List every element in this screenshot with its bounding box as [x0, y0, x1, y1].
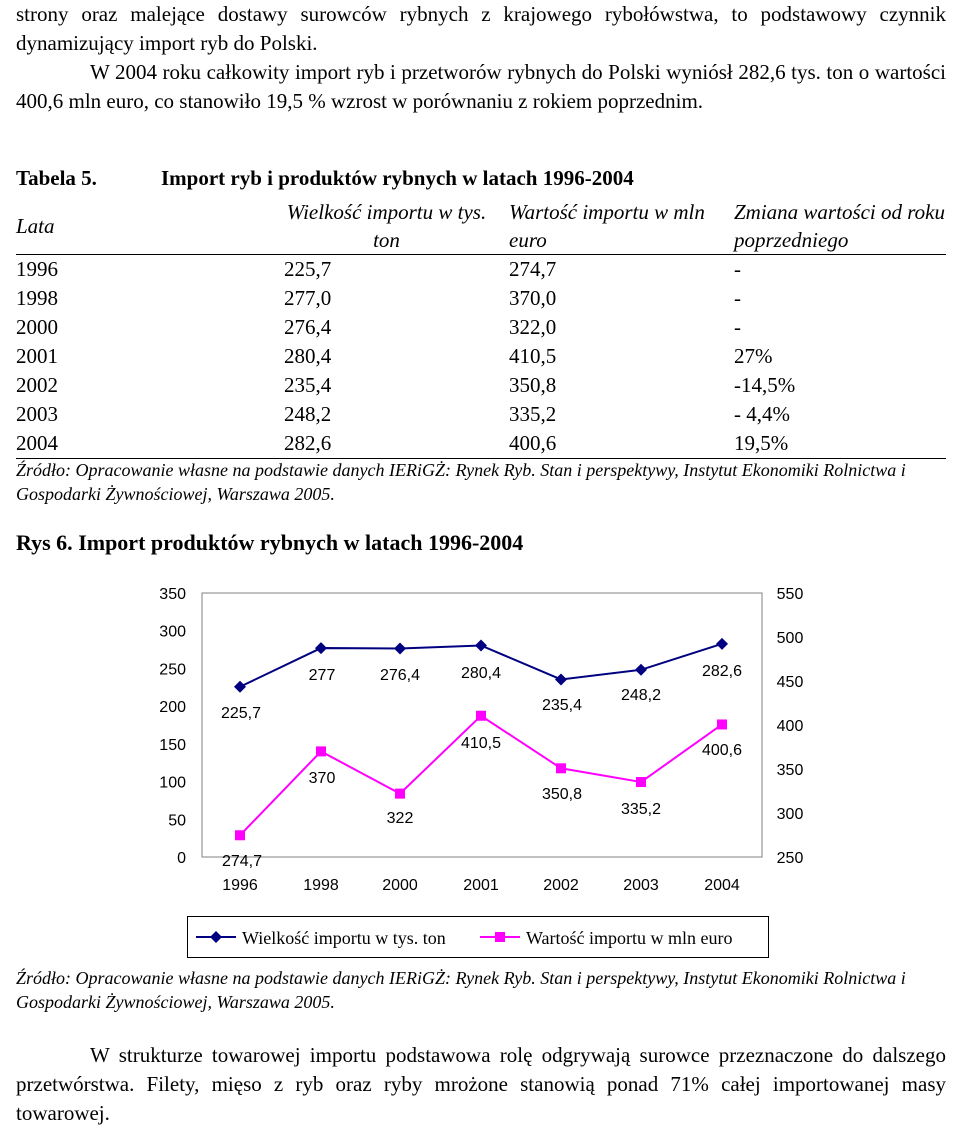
y-right-tick-label: 300 — [776, 806, 804, 823]
table-row — [16, 371, 946, 400]
y-left-tick-label: 250 — [159, 661, 186, 679]
header-volume: Wielkość importu w tys. ton — [286, 200, 487, 252]
data-label-volume: 248,2 — [620, 687, 662, 704]
cell-year: 2002 — [16, 373, 58, 397]
data-point-volume — [475, 639, 487, 651]
cell-change: 27% — [734, 344, 773, 368]
table-title — [16, 166, 634, 191]
table-row — [16, 429, 946, 459]
x-tick-label: 2002 — [543, 877, 579, 894]
data-label-value: 370 — [308, 770, 336, 787]
data-point-volume — [394, 643, 406, 655]
y-right-tick-label: 550 — [776, 586, 804, 603]
y-left-tick-label: 350 — [159, 586, 186, 603]
figure-source-title: Rynek Ryb. Stan i perspektywy, Instytut Ekonomiki Rolnictwa i Gospodarki Żywnościowej, Warszawa 2005. — [16, 968, 906, 1012]
figure-source-prefix: Źródło: Opracowanie własne na podstawie danych IERiGŻ: — [16, 968, 456, 988]
x-tick-label: 2003 — [623, 877, 659, 894]
cell-value: 370,0 — [509, 286, 557, 310]
y-left-tick-label: 100 — [159, 774, 186, 792]
figure-label: Rys 6. — [16, 530, 73, 555]
data-label-value: 274,7 — [221, 853, 263, 870]
cell-value: 322,0 — [509, 315, 557, 339]
x-tick-label: 2001 — [463, 877, 499, 894]
cell-year: 2001 — [16, 344, 58, 368]
cell-change: - — [734, 286, 741, 310]
legend-label-value: Wartość importu w mln euro — [526, 928, 733, 948]
data-point-value — [395, 789, 405, 799]
cell-volume: 277,0 — [284, 286, 332, 310]
y-left-tick-label: 300 — [159, 623, 186, 641]
cell-volume: 280,4 — [284, 344, 332, 368]
y-right-tick-label: 350 — [776, 762, 804, 779]
data-point-volume — [234, 681, 246, 693]
data-point-value — [316, 746, 326, 756]
cell-year: 2000 — [16, 315, 58, 339]
data-label-value: 322 — [386, 810, 414, 827]
cell-change: - — [734, 257, 741, 281]
header-lata: Lata — [16, 214, 55, 238]
cell-year: 1998 — [16, 286, 58, 310]
table-source — [16, 458, 946, 506]
y-right-tick-label: 450 — [776, 674, 804, 691]
y-right-tick-label: 250 — [776, 850, 804, 867]
table-header-row — [16, 198, 946, 255]
table-row — [16, 342, 946, 371]
cell-year: 1996 — [16, 257, 58, 281]
figure-caption: Import produktów rybnych w latach 1996-2004 — [78, 530, 524, 555]
data-label-volume: 276,4 — [379, 667, 421, 684]
y-left-tick-label: 200 — [159, 699, 186, 717]
data-point-volume — [716, 638, 728, 650]
plot-area — [202, 593, 762, 857]
legend-marker-value — [495, 932, 505, 942]
cell-change: -14,5% — [734, 373, 796, 397]
table-source-title: Rynek Ryb. Stan i perspektywy, Instytut Ekonomiki Rolnictwa i Gospodarki Żywnościowej, Warszawa 2005. — [16, 460, 906, 504]
cell-value: 410,5 — [509, 344, 557, 368]
table-row — [16, 400, 946, 429]
figure-source — [16, 966, 946, 1014]
cell-value: 274,7 — [509, 257, 557, 281]
cell-value: 350,8 — [509, 373, 557, 397]
figure-title — [16, 530, 523, 556]
cell-value: 335,2 — [509, 402, 557, 426]
intro-line: strony oraz malejące dostawy surowców rybnych z krajowego rybołówstwa, to podstawowy czynnik dynamizujący import ryb do Polski. — [16, 2, 946, 55]
data-point-value — [235, 830, 245, 840]
cell-change: - 4,4% — [734, 402, 790, 426]
data-label-value: 335,2 — [620, 801, 662, 818]
table-row — [16, 255, 946, 285]
y-left-tick-label: 150 — [159, 736, 186, 754]
data-label-value: 350,8 — [541, 786, 583, 803]
intro-paragraph — [16, 0, 946, 116]
cell-volume: 248,2 — [284, 402, 332, 426]
cell-change: 19,5% — [734, 431, 789, 455]
table-source-prefix: Źródło: Opracowanie własne na podstawie danych IERiGŻ: — [16, 460, 456, 480]
closing-paragraph: W strukturze towarowej importu podstawowa rolę odgrywają surowce przeznaczone do dalszego przetwórstwa. Filety, mięso z ryb oraz ryby mrożone stanowią ponad 71% całej importowanej masy towarowej. — [16, 1043, 946, 1125]
data-label-volume: 235,4 — [541, 697, 583, 714]
data-label-volume: 225,7 — [220, 705, 262, 722]
data-point-value — [476, 711, 486, 721]
table-caption: Import ryb i produktów rybnych w latach 1996-2004 — [161, 166, 634, 190]
legend-marker-volume — [210, 931, 222, 943]
legend-label-volume: Wielkość importu w tys. ton — [242, 928, 446, 948]
data-label-volume: 282,6 — [701, 663, 743, 680]
cell-volume: 276,4 — [284, 315, 332, 339]
cell-year: 2003 — [16, 402, 58, 426]
cell-year: 2004 — [16, 431, 58, 455]
header-value: Wartość importu w mln euro — [509, 200, 705, 252]
intro-paragraph-2: W 2004 roku całkowity import ryb i przetworów rybnych do Polski wyniósł 282,6 tys. ton o wartości 400,6 mln euro, co stanowiło 19,5 % wzrost w porównaniu z rokiem poprzednim. — [16, 60, 946, 113]
cell-change: - — [734, 315, 741, 339]
table-label: Tabela 5. — [16, 166, 97, 190]
y-left-tick-label: 0 — [177, 850, 186, 867]
x-tick-label: 1996 — [222, 877, 258, 894]
data-label-value: 400,6 — [701, 742, 743, 759]
data-point-volume — [315, 642, 327, 654]
table-row — [16, 284, 946, 313]
legend-graphic — [188, 917, 768, 957]
data-point-value — [556, 763, 566, 773]
y-right-tick-label: 400 — [776, 718, 804, 735]
data-label-volume: 277 — [308, 667, 336, 684]
data-label-volume: 280,4 — [460, 665, 502, 682]
y-right-tick-label: 500 — [776, 630, 804, 647]
header-change: Zmiana wartości od roku poprzedniego — [734, 200, 945, 252]
import-table — [16, 198, 946, 459]
table-row — [16, 313, 946, 342]
x-tick-label: 2004 — [704, 877, 740, 894]
cell-volume: 225,7 — [284, 257, 332, 281]
x-tick-label: 2000 — [382, 877, 418, 894]
data-point-value — [636, 777, 646, 787]
cell-volume: 235,4 — [284, 373, 332, 397]
data-point-volume — [635, 664, 647, 676]
data-label-value: 410,5 — [460, 735, 502, 752]
chart-legend — [187, 916, 769, 958]
cell-value: 400,6 — [509, 431, 557, 455]
data-point-value — [717, 719, 727, 729]
import-line-chart — [0, 560, 960, 910]
cell-volume: 282,6 — [284, 431, 332, 455]
data-point-volume — [555, 673, 567, 685]
y-left-tick-label: 50 — [168, 812, 186, 830]
x-tick-label: 1998 — [303, 877, 339, 894]
